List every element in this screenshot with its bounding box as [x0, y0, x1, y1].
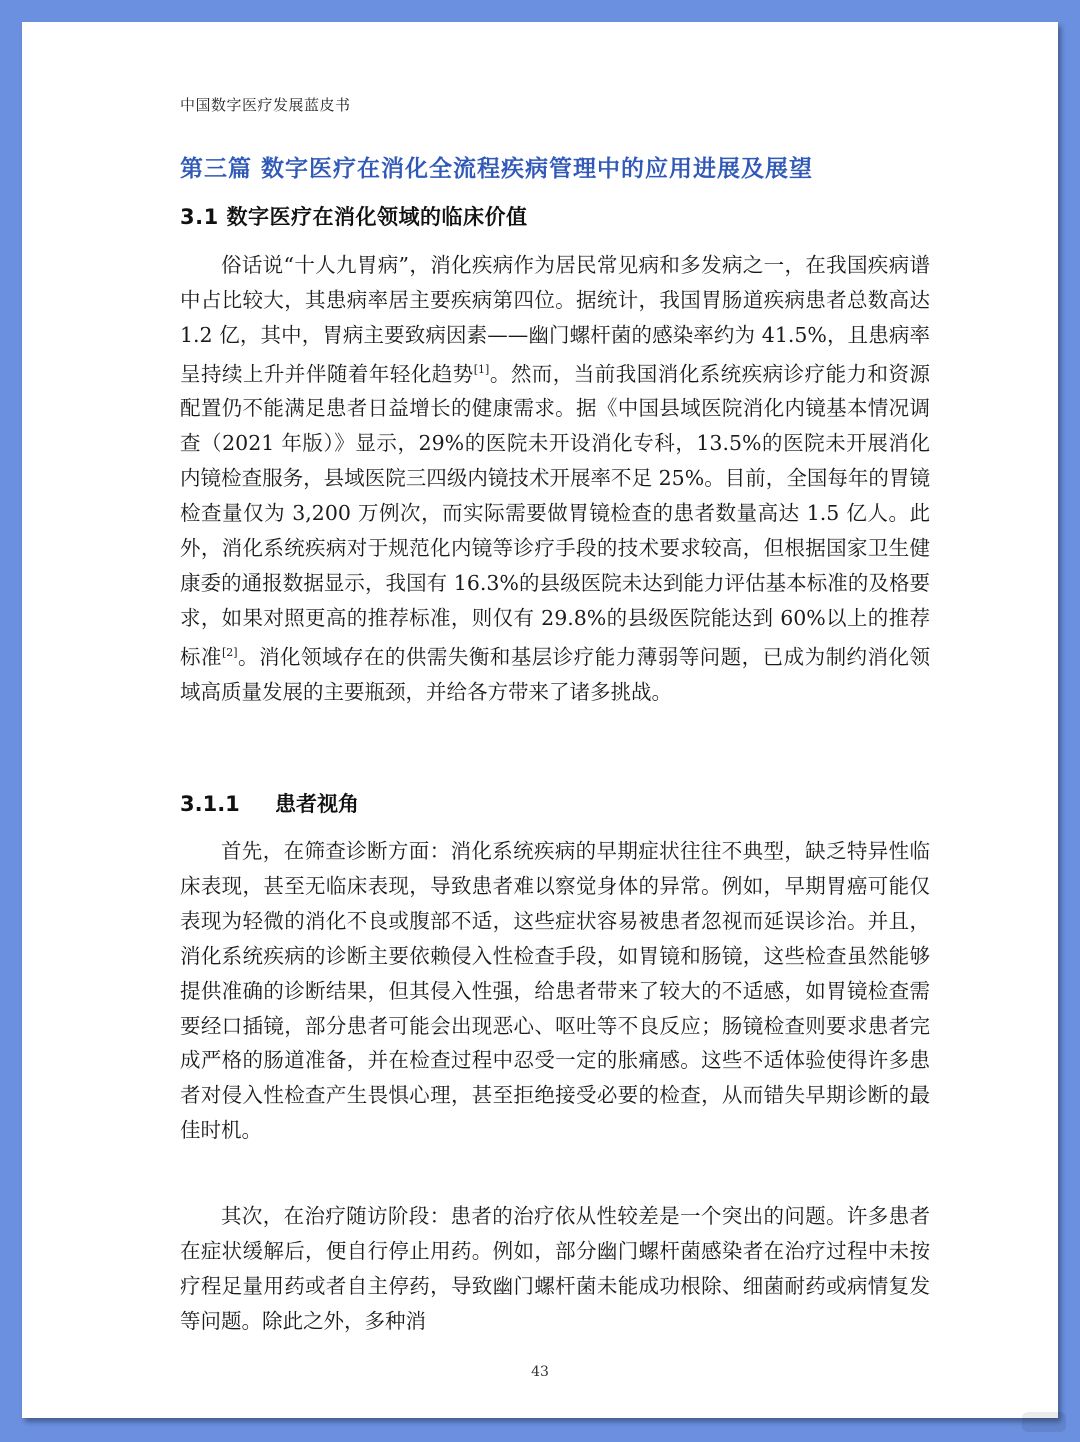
subsection-label: 患者视角: [275, 792, 359, 816]
subsection-number: 3.1.1: [180, 792, 240, 816]
subsection-title: [180, 788, 359, 818]
running-header: 中国数字医疗发展蓝皮书: [180, 96, 351, 114]
page-number: 43: [531, 1364, 549, 1380]
document-page: [22, 22, 1058, 1418]
part-title: 第三篇 数字医疗在消化全流程疾病管理中的应用进展及展望: [180, 156, 814, 182]
paragraph-clinical-value: 俗话说“十人九胃病”，消化疾病作为居民常见病和多发病之一，在我国疾病谱中占比较大，其患病率居主要疾病第四位。据统计，我国胃肠道疾病患者总数高达 1.2 亿，其中，胃病主要致病因素——幽门螺杆菌的感染率约为 41.5%，且患病率呈持续上升并伴随着年轻化趋势[1]。然而，当前我国消化系统疾病诊疗能力和资源配置仍不能满足患者日益增长的健康需求。据《中国县域医院消化内镜基本情况调查（2021 年版）》显示，29%的医院未开设消化专科，13.5%的医院未开展消化内镜检查服务，县域医院三四级内镜技术开展率不足 25%。目前，全国每年的胃镜检查量仅为 3,200 万例次，而实际需要做胃镜检查的患者数量高达 1.5 亿人。此外，消化系统疾病对于规范化内镜等诊疗手段的技术要求较高，但根据国家卫生健康委的通报数据显示，我国有 16.3%的县级医院未达到能力评估基本标准的及格要求，如果对照更高的推荐标准，则仅有 29.8%的县级医院能达到 60%以上的推荐标准[2]。消化领域存在的供需失衡和基层诊疗能力薄弱等问题，已成为制约消化领域高质量发展的主要瓶颈，并给各方带来了诸多挑战。: [180, 253, 931, 704]
paragraph-treatment: 其次，在治疗随访阶段：患者的治疗依从性较差是一个突出的问题。许多患者在症状缓解后，便自行停止用药。例如，部分幽门螺杆菌感染者在治疗过程中未按疗程足量用药或者自主停药，导致幽门螺杆菌未能成功根除、细菌耐药或病情复发等问题。除此之外，多种消: [180, 1204, 930, 1333]
watermark-logo: [1022, 1412, 1066, 1432]
paragraph-screening: 首先，在筛查诊断方面：消化系统疾病的早期症状往往不典型，缺乏特异性临床表现，甚至无临床表现，导致患者难以察觉身体的异常。例如，早期胃癌可能仅表现为轻微的消化不良或腹部不适，这些症状容易被患者忽视而延误诊治。并且，消化系统疾病的诊断主要依赖侵入性检查手段，如胃镜和肠镜，这些检查虽然能够提供准确的诊断结果，但其侵入性强，给患者带来了较大的不适感，如胃镜检查需要经口插镜，部分患者可能会出现恶心、呕吐等不良反应；肠镜检查则要求患者完成严格的肠道准备，并在检查过程中忍受一定的胀痛感。这些不适体验使得许多患者对侵入性检查产生畏惧心理，甚至拒绝接受必要的检查，从而错失早期诊断的最佳时机。: [180, 839, 930, 1143]
section-title: 3.1 数字医疗在消化领域的临床价值: [180, 205, 528, 229]
